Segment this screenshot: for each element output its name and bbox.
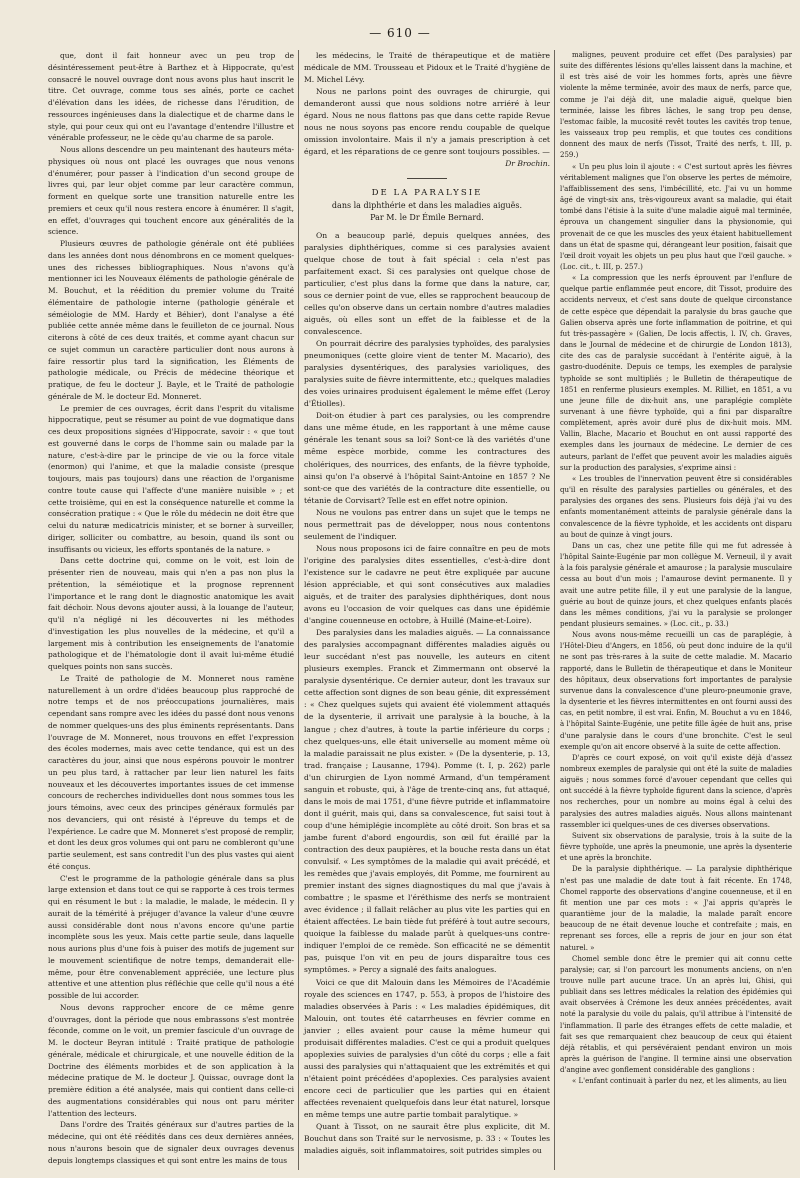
paragraph: Doit-on étudier à part ces paralysies, ou les comprendre dans une même étude, en les rapportant à une même cause générale les tenant sous sa loi? Sont-ce là des variétés d'une même espèce morbide, comme les contractures des cholériques, des nourrices, des enfants, de la fièvre typhoïde, ainsi qu'on l'a observé à l'hôpital Saint-Antoine en 1857 ? Ne sont-ce que des variétés de la contracture dite essentielle, ou tétanie de Corvisart? Telle est en effet notre opinion. — [304, 411, 550, 505]
paragraph: Voici ce que dit Malouin dans les Mémoires de l'Académie royale des sciences en 1747, p. 553, à propos de l'histoire des maladies observées à Paris : « Les maladies épidémiques, dit Malouin, ont toutes été catarrheuses en février comme en janvier ; elles avaient pour cause la même humeur qui produisait différentes maladies. C'est ce qui a produit quelques apoplexies suivies de paralysies d'un côté du corps ; elle a fait aussi des paralysies qui n'attaquaient que les extrémités et qui n'étaient point précédées d'apoplexies. Ces paralysies avaient encore ceci de particulier que les parties qui en étaient affectées revenaient quelquefois dans leur état naturel, lorsque en même temps une autre partie tombait paralytique. » — [304, 977, 550, 1120]
paragraph: malignes, peuvent produire cet effet (Des paralysies) par suite des différentes lésions qu'elles laissent dans la machine, et il est très aisé de voir les hommes forts, après une fièvre violente la même terminée, avoir des maux de nerfs, parce que, comme je l'ai déjà dit, une maladie aiguë, quelque bien terminée, laisse les fibres lâches, le sang trop peu dense, l'estomac faible, la mucosité revêt toutes les cavités trop tenue, les vaisseaux trop peu remplis, et que toutes ces conditions donnent des maux de nerfs (Tissot, Traité des nerfs, t. III, p. 259.) — [560, 51, 792, 160]
paragraph: Nous allons descendre un peu maintenant des hauteurs méta-physiques où nous ont placé les ouvrages que nous venons d'énumérer, pour passer à l'indication d'un second groupe de livres qui, par leur objet comme par leur caractère commun, forment en quelque sorte une transition naturelle entre les premiers et ceux qu'il nous restera encore à énumérer. Il s'agit, en effet, d'ouvrages qui touchent encore aux généralités de la science. — [48, 145, 294, 237]
paragraph: Le premier de ces ouvrages, écrit dans l'esprit du vitalisme hippocratique, peut se résumer au point de vue dogmatique dans ces deux propositions signées d'Hippocrate, savoir : « que tout est gouverné dans le corps de l'homme sain ou malade par la nature, c'est-à-dire par le principe de vie ou la force vitale (enormon) qui l'anime, et que la maladie consiste (presque toujours, mais pas toujours) dans une réaction de l'organisme contre toute cause qui l'affecte d'une manière nuisible » ; et cette troisième, qui en est la conséquence naturelle et comme la consécration pratique : « Que le rôle du médecin ne doit être que celui du naturæ medicatricis minister, et se borner à surveiller, diriger, solliciter ou combattre, au besoin, quand ils sont ou insuffisants ou vicieux, les efforts spontanés de la nature. » — [48, 403, 294, 554]
section-separator — [407, 178, 447, 179]
paragraph: On pourrait décrire des paralysies typhoïdes, des paralysies pneumoniques (cette gloire vient de tenter M. Macario), des paralysies dysentériques, des paralysies varioliques, des paralysies suite de fièvre intermittente, etc.; quelques maladies des voies urinaires produisent également le même effet (Leroy d'Étiolles). — [304, 339, 550, 409]
column-rule-right — [554, 50, 555, 1170]
paragraph: Dans l'ordre des Traités généraux sur d'autres parties de la médecine, qui ont été réédités dans ces deux dernières années, nous n'aurons besoin que de signaler deux ouvrages devenus depuis longtemps classiques et qui sont entre les mains de tous — [48, 1120, 294, 1165]
paragraph: Des paralysies dans les maladies aiguës. — La connaissance des paralysies accompagnant différentes maladies aiguës ou leur succédant n'est pas nouvelle, les auteurs en citent plusieurs exemples. Franck et Zimmermann ont observé la paralysie dysentérique. Ce dernier auteur, dont les travaux sur cette affection sont dignes de son beau génie, dit expressément : « Chez quelques sujets qui avaient été violemment attaqués de la dysenterie, il arrivait une paralysie à la bouche, à la langue ; chez d'autres, à toute la partie inférieure du corps ; chez quelques-uns, elle était universelle au moment même où la maladie paraissait ne plus exister. » (De la dysenterie, p. 13, trad. française ; Lausanne, 1794). Pomme (t. I, p. 262) parle d'un chirurgien de Lyon nommé Armand, d'un tempérament sanguin et robuste, qui, à l'âge de trente-cinq ans, fut attaqué, dans le mois de mai 1751, d'une fièvre putride et inflammatoire dont il guérit, mais qui, dans sa convalescence, fut saisi tout à coup d'une hémiplégie incomplète au côté droit. Son bras et sa jambe furent d'abord engourdis, son œil fut éraillé par la contraction des deux paupières, et la bouche resta dans un état convulsif. « Les symptômes de la maladie qui avait précédé, et les remèdes que j'avais employés, dit Pomme, me fournirent au premier instant des signes diagnostiques du mal que j'avais à combattre ; le spasme et l'éréthisme des nerfs se montraient avec évidence ; il fallait relâcher au plus vite les parties qui en étaient affectées. Le bain tiède fut préféré à tout autre secours, quoique la faiblesse du malade parût à quelques-uns contre-indiquer l'emploi de ce remède. Son efficacité ne se démentit pas, puisque l'on vit en peu de jours disparaître tous ces symptômes. » Percy a signalé des faits analogues. — [304, 628, 550, 975]
column-3 — [560, 50, 792, 1088]
paragraph: Chomel semble donc être le premier qui ait connu cette paralysie; car, si l'on parcourt les monuments anciens, on n'en trouve nulle part aucune trace. Un an après lui, Ghisi, qui publiait dans ses lettres médicales la relation des épidémies qui avait observées à Crémone les deux années précédentes, avait noté la paralysie du voile du palais, qu'il attribue à l'intensité de l'inflammation. Il parle des étranges effets de cette maladie, et fait ses que remarquaient chez beaucoup de ceux qui étaient déjà rétablis, et qui persévéraient pendant environ un mois après la guérison de l'angine. Il termine ainsi une observation d'angine avec gonflement considérable des ganglions : — [560, 954, 792, 1075]
article-subtitle: dans la diphthérie et dans les maladies aiguës. — [331, 200, 523, 210]
paragraph: « L'enfant continuait à parler du nez, et les aliments, au lieu — [572, 1077, 787, 1086]
paragraph: Nous nous proposons ici de faire connaître en peu de mots l'origine des paralysies dites essentielles, c'est-à-dire dont l'existence sur le cadavre ne peut être expliquée par aucune lésion appréciable, et qui sont consécutives aux maladies aiguës, et de traiter des paralysies diphthériques, dont nous avons eu l'occasion de voir quelques cas dans une épidémie d'angine couenneuse en octobre, à Huillé (Maine-et-Loire). — [304, 543, 550, 626]
column-rule-left — [298, 50, 299, 1170]
paragraph: « Les troubles de l'innervation peuvent être si considérables qu'il en résulte des paralysies partielles ou générales, et des paralysies des organes des sens. Plusieurs fois déjà j'ai vu des enfants momentanément atteints de paralysie générale dans la convalescence de la fièvre typhoïde, et les accidents ont disparu au bout de quinze à vingt jours. — [560, 474, 792, 539]
paragraph: « Un peu plus loin il ajoute : « C'est surtout après les fièvres véritablement malignes que l'on observe les pertes de mémoire, l'affaiblissement des sens, l'imbécillité, etc. J'ai vu un homme âgé de vingt-six ans, très-vigoureux avant sa maladie, qui était tombé dans l'étisie à la suite d'une maladie aiguë mal terminée, éprouva un changement singulier dans la physionomie, qui provenait de ce que les muscles des yeux étaient habituellement dans un état de spasme qui, dérangeant leur position, faisait que l'œil droit voyait les objets un peu plus haut que l'œil gauche. » (Loc. cit., t. III, p. 257.) — [560, 162, 792, 271]
paragraph: Dans cette doctrine qui, comme on le voit, est loin de présenter rien de nouveau, mais qui n'en a pas non plus la prétention, la séméiotique et la prognose reprennent l'importance et le rang dont le diagnostic anatomique les avait fait déchoir. Nous devons ajouter aussi, à la louange de l'auteur, qu'il n'a négligé ni les découvertes ni les méthodes d'investigation les plus nouvelles de la médecine, et qu'il a largement mis à contribution les enseignements de l'anatomie pathologique et de l'hématologie dont il avait lui-même étudié quelques points non sans succès. — [48, 556, 294, 671]
paragraph: les médecins, le Traité de thérapeutique et de matière médicale de MM. Trousseau et Pidoux et le Traité d'hygiène de M. Michel Lévy. — [304, 51, 550, 85]
paragraph: que, dont il fait honneur avec un peu trop de désintéressement peut-être à Barthez et à Hippocrate, qu'est consacré le nouvel ouvrage dont nous avons plus haut inscrit le titre. Cet ouvrage, comme tous ses aînés, porte ce cachet d'élévation dans les idées, de richesse dans l'érudition, de ressources ingénieuses dans la dialectique et de charme dans le style, qui pour ceux qui ont eu l'avantage d'entendre l'illustre et vénérable professeur, ne le cède qu'au charme de sa parole. — [48, 51, 294, 143]
paragraph: Dans un cas, chez une petite fille qui me fut adressée à l'hôpital Sainte-Eugénie par mon collègue M. Verneuil, il y avait à la fois paralysie générale et amaurose ; la paralysie musculaire cessa au bout d'un mois ; l'amaurose devint permanente. Il y avait une autre petite fille, il y eut une paralysie de la langue, guérie au bout de quinze jours, et chez quelques enfants placés dans les mêmes conditions, j'ai vu la paralysie se prolonger pendant plusieurs semaines. » (Loc. cit., p. 33.) — [560, 541, 792, 628]
paragraph: Le Traité de pathologie de M. Monneret nous ramène naturellement à un ordre d'idées beaucoup plus rapproché de notre temps et de nos préoccupations journalières, mais cependant sans rompre avec les idées du passé dont nous venons de nommer quelques-uns des plus éminents représentants. Dans l'ouvrage de M. Monneret, nous trouvons en effet l'expression des écoles modernes, mais avec cette tendance, qui est un des caractères du jour, ainsi que nous espérons pouvoir le montrer un peu plus tard, à rattacher par leur lien naturel les faits nouveaux et les découvertes importantes issues de cet immense concours de recherches individuelles dont nous sommes tous les jours témoins, avec ceux des principes généraux formulés par nos devanciers, qui ont résisté à l'épreuve du temps et de l'expérience. Le cadre que M. Monneret s'est proposé de remplir, et dont les deux gros volumes qui ont paru ne combleront qu'une partie seulement, est sans contredit l'un des plus vastes qui aient été conçus. — [48, 673, 294, 871]
column-1 — [48, 50, 294, 1166]
paragraph: De la paralysie diphthérique. — La paralysie diphthérique n'est pas une maladie de date tout à fait récente. En 1748, Chomel rapporte des observations d'angine couenneuse, et il en fit mention une par ces mots : « J'ai appris qu'après le quarantième jour de la maladie, la malade paraît encore beaucoup de ne était devenue louche et contrefaite ; mais, en reprenant ses forces, elle a repris de jour en jour son état naturel. » — [560, 865, 792, 952]
review-signature: Dr Brochin. — [505, 159, 550, 169]
paragraph: « La compression que les nerfs éprouvent par l'enflure de quelque partie enflammée peut encore, dit Tissot, produire des accidents nerveux, et c'est sans doute de quelque circonstance de cette espèce que dépendait la paralysie du bras gauche que Galien observa après une forte inflammation de poitrine, et qui fut très-passagère » (Galien, De locis affectis, l. IV, ch. Graves, dans le Journal de médecine et de chirurgie de London 1813), cite des cas de paralysie succédant à l'entérite aiguë, à la gastro-duodénite. Depuis ce temps, les exemples de paralysie typhoïde se sont multipliés ; le Bulletin de thérapeutique de 1851 en renferme plusieurs exemples. M. Rilliet, en 1851, a vu une jeune fille de dix-huit ans, une paraplégie complète survenant à une fièvre typhoïde, qui a fini par disparaître complètement, après avoir duré plus de dix-huit mois. MM. Vallin, Blache, Macario et Bouchut en ont aussi rapporté des exemples dans les journaux de médecine. Le dernier de ces auteurs, parlant de l'effet que peuvent avoir les maladies aiguës sur la production des paralysies, s'exprime ainsi : — [560, 274, 792, 472]
paragraph: Nous ne parlons point des ouvrages de chirurgie, qui demanderont aussi que nous soldions notre arriéré à leur égard. Nous ne nous flattons pas que dans cette rapide Revue nous ne nous soyons pas encore rendu coupable de quelque omission involontaire. Mais il n'y a jamais prescription à cet égard, et les réparations de ce genre sont toujours possibles. — — [304, 87, 550, 157]
paragraph: C'est le programme de la pathologie générale dans sa plus large extension et dans tout ce qui se rapporte à ces trois termes qui en résument le but : la maladie, le malade, le médecin. Il y aurait de la témérité à préjuger d'avance la valeur d'une œuvre aussi considérable dont nous n'avons encore qu'une partie incomplète sous les yeux. Mais cette partie seule, dans laquelle nous aurions plus d'une fois à puiser des motifs de jugement sur le mouvement scientifique de notre temps, demanderait elle-même, pour être convenablement appréciée, une lecture plus attentive et une attention plus réfléchie que celle qu'il nous a été possible de lui accorder. — [48, 873, 294, 1000]
paragraph: Nous avons nous-même recueilli un cas de paraplégie, à l'Hôtel-Dieu d'Angers, en 1856, où peut donc induire de la qu'il ne sont pas très-rares à la suite de cette maladie. M. Macario rapporté, dans le Bulletin de thérapeutique et dans le Moniteur des hôpitaux, deux observations fort importantes de paralysie survenue dans la convalescence d'une pleuro-pneumonie grave, la dysenterie et les fièvres intermittentes en ont fourni aussi des cas, en petit nombre, il est vrai. Enfin, M. Bouchut a vu en 1846, à l'hôpital Sainte-Eugénie, une petite fille âgée de huit ans, prise d'une paralysie dans le cours d'une bronchite. C'est le seul exemple qu'on ait encore observé à la suite de cette affection. — [560, 631, 792, 751]
column-2 — [304, 50, 550, 1157]
paragraph: On a beaucoup parlé, depuis quelques années, des paralysies diphthériques, comme si ces paralysies avaient quelque chose de tout à fait spécial : cela n'est pas parfaitement exact. Si ces paralysies ont quelque chose de particulier, c'est plus dans la forme que dans la nature, car, sous ce dernier point de vue, elles se rapprochent beaucoup de celles qu'on observe dans un certain nombre d'autres maladies aiguës, où elles sont un effet de la faiblesse et de la convalescence. — [304, 230, 550, 336]
paragraph: Quant à Tissot, on ne saurait être plus explicite, dit M. Bouchut dans son Traité sur le nervosisme, p. 33 : « Toutes les maladies aiguës, soit inflammatoires, soit putrides simples ou — [304, 1122, 550, 1156]
page-number: — 610 — — [369, 26, 431, 40]
article-author: Par M. le Dr Émile Bernard. — [370, 212, 484, 222]
paragraph: Suivent six observations de paralysie, trois à la suite de la fièvre typhoïde, une après la pneumonie, une après la dysenterie et une après la bronchite. — [560, 831, 792, 863]
article-title: DE LA PARALYSIE — [371, 188, 483, 199]
paragraph: Nous devons rapprocher encore de ce même genre d'ouvrages, dont la période que nous embrassons s'est montrée féconde, comme on le voit, un premier fascicule d'un ouvrage de M. le docteur Beyran intitulé : Traité pratique de pathologie générale, médicale et chirurgicale, et une nouvelle édition de la Doctrine des éléments morbides et de son application à la médecine pratique de M. le docteur J. Quissac, ouvrage dont la première édition a été analysée, mais qui contient dans celle-ci des augmentations considérables qui nous ont paru mériter l'attention des lecteurs. — [48, 1002, 294, 1118]
paragraph: Nous ne voulons pas entrer dans un sujet que le temps ne nous permettrait pas de développer, nous nous contentons seulement de l'indiquer. — [304, 507, 550, 541]
paragraph: Plusieurs œuvres de pathologie générale ont été publiées dans les années dont nous dénombrons en ce moment quelques-unes des richesses bibliographiques. Nous n'avons qu'à mentionner ici les Nouveaux éléments de pathologie générale de M. Bouchut, et la réédition du premier volume du Traité élémentaire de pathologie interne (pathologie générale et séméiologie de MM. Hardy et Béhier), dont l'analyse a été publiée cette année même dans le feuilleton de ce journal. Nous citerons à côté de ces deux traités, et comme ayant chacun sur ce sujet commun un caractère particulier dont nous aurons à faire ressortir plus tard la signification, les Éléments de pathologie médicale, ou Précis de médecine théorique et pratique, de feu le docteur J. Bayle, et le Traité de pathologie générale de M. le docteur Ed. Monneret. — [48, 239, 294, 401]
paragraph: D'après ce court exposé, on voit qu'il existe déjà d'assez nombreux exemples de paralysie qui ont été la suite de maladies aiguës ; nous sommes forcé d'avouer cependant que celles qui ont succédé à la fièvre typhoïde figurent dans la science, d'après nos recherches, pour un nombre au moins égal à celui des paralysies des autres maladies aiguës. Nous allons maintenant rassembler ici quelques-unes de ces diverses observations. — [560, 753, 792, 829]
